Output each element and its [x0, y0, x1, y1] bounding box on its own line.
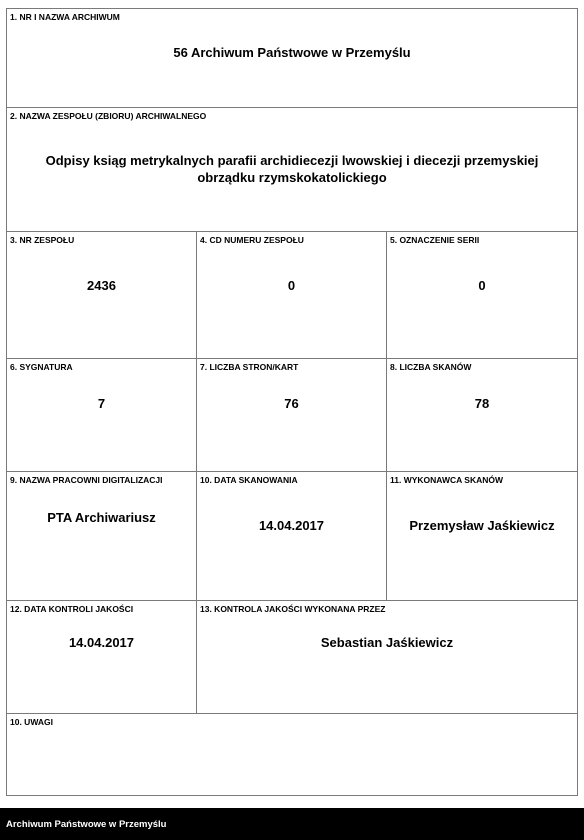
fonds-name-value-line1: Odpisy ksiąg metrykalnych parafii archidiecezji lwowskiej i diecezji przemyskiej — [45, 153, 539, 168]
fonds-no-label: 3. NR ZESPOŁU — [10, 235, 75, 245]
metadata-form — [6, 8, 578, 796]
archive-label: 1. NR I NAZWA ARCHIWUM — [10, 12, 120, 22]
fonds-name-label: 2. NAZWA ZESPOŁU (ZBIORU) ARCHIWALNEGO — [10, 111, 207, 121]
scans-value: 78 — [474, 396, 490, 411]
series-value: 0 — [478, 278, 486, 293]
fonds-no-cd-value: 0 — [287, 278, 296, 293]
qc-date-cell — [6, 600, 197, 714]
footer-text: Archiwum Państwowe w Przemyślu — [6, 819, 167, 830]
studio-label: 9. NAZWA PRACOWNI DIGITALIZACJI — [10, 475, 163, 485]
qc-by-label: 13. KONTROLA JAKOŚCI WYKONANA PRZEZ — [200, 604, 386, 614]
fonds-no-value: 2436 — [87, 278, 116, 293]
scans-label: 8. LICZBA SKANÓW — [390, 362, 472, 372]
studio-value: PTA Archiwariusz — [47, 510, 156, 525]
qc-date-label: 12. DATA KONTROLI JAKOŚCI — [10, 604, 134, 614]
notes-label: 10. UWAGI — [10, 717, 53, 727]
series-cell — [386, 231, 578, 359]
archive-value: 56 Archiwum Państwowe w Przemyślu — [173, 45, 411, 60]
qc-date-value: 14.04.2017 — [68, 635, 135, 650]
qc-by-cell — [196, 600, 578, 714]
footer-bar — [0, 808, 584, 840]
fonds-no-cd-cell — [196, 231, 387, 359]
fonds-name-cell — [6, 107, 578, 232]
scan-date-value: 14.04.2017 — [258, 518, 325, 533]
qc-by-value: Sebastian Jaśkiewicz — [320, 635, 454, 650]
notes-cell — [6, 713, 578, 796]
signature-cell — [6, 358, 197, 472]
series-label: 5. OZNACZENIE SERII — [390, 235, 480, 245]
pages-cell — [196, 358, 387, 472]
archive-cell — [6, 8, 578, 108]
pages-label: 7. LICZBA STRON/KART — [200, 362, 299, 372]
scans-cell — [386, 358, 578, 472]
scan-date-label: 10. DATA SKANOWANIA — [200, 475, 298, 485]
scanner-label: 11. WYKONAWCA SKANÓW — [390, 475, 504, 485]
fonds-no-cd-label: 4. CD NUMERU ZESPOŁU — [200, 235, 304, 245]
scan-date-cell — [196, 471, 387, 601]
scanner-value: Przemysław Jaśkiewicz — [409, 518, 555, 533]
signature-value: 7 — [97, 396, 106, 411]
studio-cell — [6, 471, 197, 601]
fonds-no-cell — [6, 231, 197, 359]
pages-value: 76 — [284, 396, 299, 411]
signature-label: 6. SYGNATURA — [10, 362, 73, 372]
fonds-name-value-line2: obrządku rzymskokatolickiego — [197, 170, 387, 185]
scanner-cell — [386, 471, 578, 601]
